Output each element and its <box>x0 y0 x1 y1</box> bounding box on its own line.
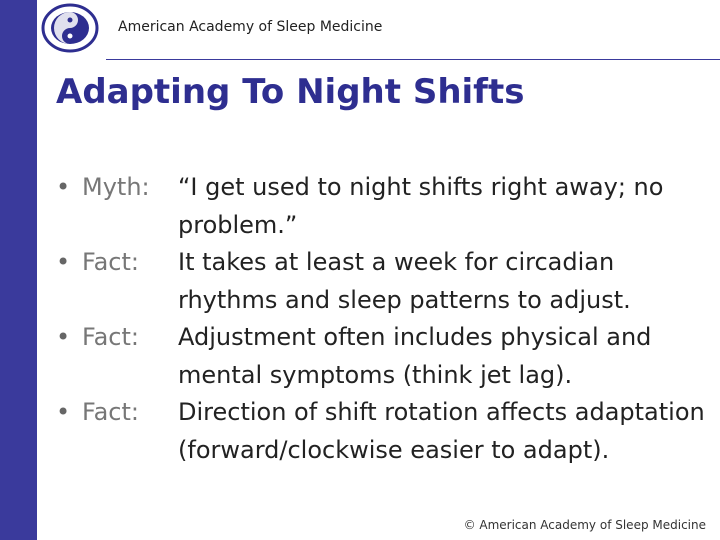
bullet-item <box>56 319 716 394</box>
bullet-label: Fact: <box>82 323 139 351</box>
bullet-label: Fact: <box>82 398 139 426</box>
bullet-item <box>56 244 716 319</box>
bullet-dot: • <box>56 398 71 426</box>
bullet-text: “I get used to night shifts right away; no problem.” <box>178 173 664 239</box>
bullet-text: Direction of shift rotation affects adaptation (forward/clockwise easier to adapt). <box>178 398 705 464</box>
bullet-dot: • <box>56 173 71 201</box>
header-divider <box>106 59 720 60</box>
bullet-label: Fact: <box>82 248 139 276</box>
bullet-text: It takes at least a week for circadian rhythms and sleep patterns to adjust. <box>178 248 631 314</box>
aasm-logo <box>40 3 102 53</box>
bullet-label: Myth: <box>82 173 150 201</box>
bullet-list <box>56 169 716 469</box>
footer-copyright: © American Academy of Sleep Medicine <box>463 518 706 532</box>
header-org-name: American Academy of Sleep Medicine <box>118 19 383 35</box>
slide-title: Adapting To Night Shifts <box>56 72 525 112</box>
bullet-item <box>56 394 716 469</box>
bullet-dot: • <box>56 323 71 351</box>
bullet-dot: • <box>56 248 71 276</box>
bullet-item <box>56 169 716 244</box>
bullet-text: Adjustment often includes physical and mental symptoms (think jet lag). <box>178 323 652 389</box>
sidebar-band <box>0 0 37 540</box>
